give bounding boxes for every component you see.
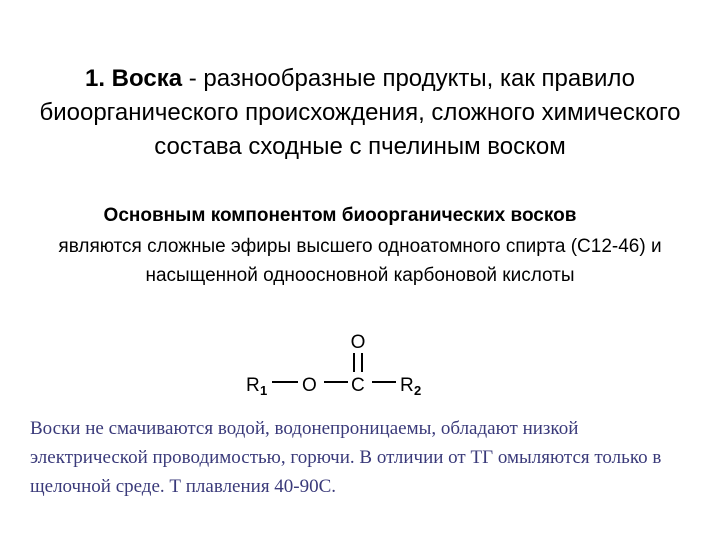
ester-formula xyxy=(230,328,470,400)
main-component-text: являются сложные эфиры высшего одноатомного спирта (С12-46) и насыщенной одноосновной карбоновой кислоты xyxy=(58,236,662,286)
heading-lead: 1. Воска xyxy=(84,65,183,92)
formula-r1-sub: 1 xyxy=(260,383,268,398)
formula-c: C xyxy=(351,375,365,396)
formula-r1: R xyxy=(246,375,260,396)
formula-r2-sub: 2 xyxy=(414,383,422,398)
main-component-title: Основным компонентом биоорганических восков xyxy=(103,205,577,226)
formula-r2: R xyxy=(400,375,414,396)
heading-text: - разнообразные продукты, как правило биоорганического происхождения, сложного химического состава сходные с пчелиным воском xyxy=(39,65,681,160)
heading xyxy=(20,62,700,164)
formula-o: O xyxy=(302,375,317,396)
properties-text: Воски не смачиваются водой, водонепроницаемы, обладают низкой электрической проводимостью, горючи. В отличии от ТГ омыляются только в щелочной среде. Т плавления 40-90С. xyxy=(30,418,662,497)
formula-o-top: O xyxy=(350,332,366,353)
